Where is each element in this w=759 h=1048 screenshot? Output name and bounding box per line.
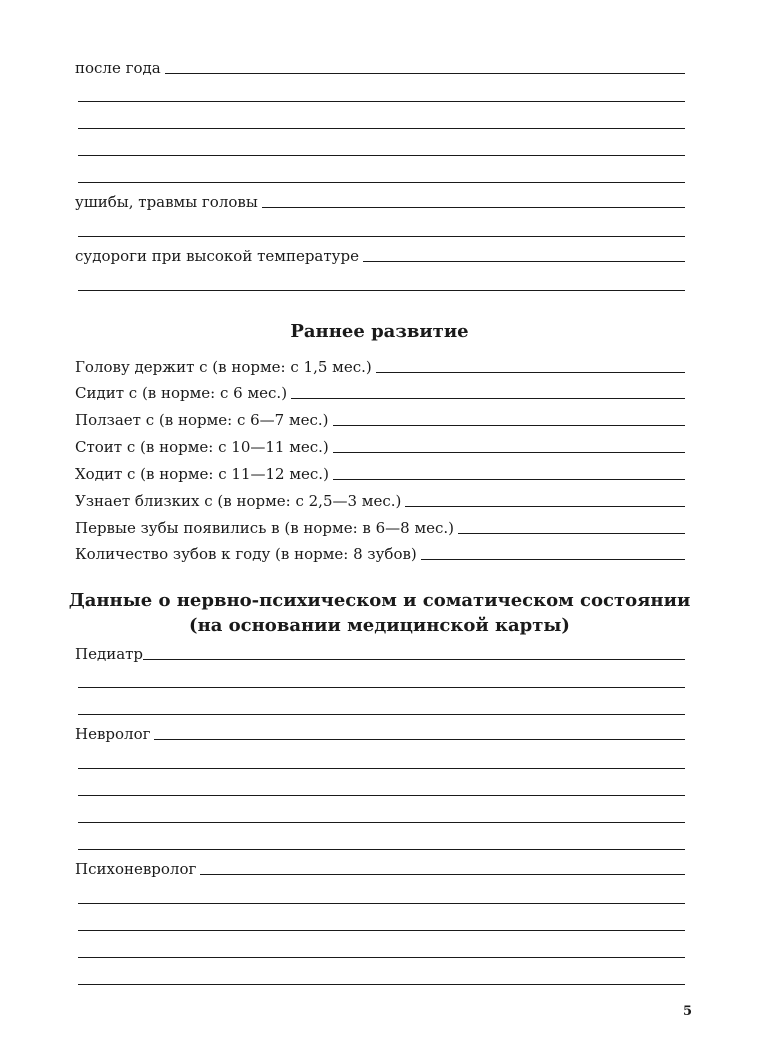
medical-data-heading: Данные о нервно-психическом и соматическом состоянии [68, 590, 691, 611]
dev-label-crawls: Ползает с (в норме: с 6—7 мес.) [75, 411, 329, 429]
pediatrician-field[interactable] [143, 658, 685, 660]
psychoneurologist-row[interactable] [75, 861, 685, 878]
blank-line[interactable] [78, 290, 685, 291]
blank-line[interactable] [78, 849, 685, 850]
dev-field-stands[interactable] [333, 451, 685, 453]
dev-row[interactable] [75, 359, 685, 376]
blank-line[interactable] [78, 822, 685, 823]
dev-row[interactable] [75, 385, 685, 402]
dev-row[interactable] [75, 412, 685, 429]
dev-field-holds-head[interactable] [376, 371, 685, 373]
blank-line[interactable] [78, 930, 685, 931]
medical-data-subheading: (на основании медицинской карты) [189, 615, 570, 636]
after-year-label: после года [75, 59, 161, 77]
blank-line[interactable] [78, 957, 685, 958]
dev-row[interactable] [75, 439, 685, 456]
blank-line[interactable] [78, 128, 685, 129]
head-injuries-field[interactable] [262, 206, 685, 208]
blank-line[interactable] [78, 236, 685, 237]
dev-field-teeth-count[interactable] [421, 558, 685, 560]
blank-line[interactable] [78, 903, 685, 904]
pediatrician-label: Педиатр [75, 645, 144, 663]
neurologist-label: Невролог [75, 725, 151, 743]
dev-label-walks: Ходит с (в норме: с 11—12 мес.) [75, 465, 329, 483]
dev-row[interactable] [75, 520, 685, 537]
head-injuries-row[interactable] [75, 194, 685, 211]
psychoneurologist-label: Психоневролог [75, 860, 197, 878]
after-year-field[interactable] [165, 72, 685, 74]
dev-label-stands: Стоит с (в норме: с 10—11 мес.) [75, 438, 329, 456]
dev-label-teeth-count: Количество зубов к году (в норме: 8 зубов) [75, 545, 417, 563]
dev-field-first-teeth[interactable] [458, 532, 685, 534]
febrile-seizures-field[interactable] [363, 260, 685, 262]
blank-line[interactable] [78, 687, 685, 688]
dev-field-walks[interactable] [333, 478, 685, 480]
dev-row[interactable] [75, 546, 685, 563]
head-injuries-label: ушибы, травмы головы [75, 193, 258, 211]
dev-row[interactable] [75, 466, 685, 483]
page-number: 5 [683, 1004, 693, 1019]
after-year-row[interactable] [75, 60, 685, 77]
neurologist-row[interactable] [75, 726, 685, 743]
blank-line[interactable] [78, 768, 685, 769]
febrile-seizures-row[interactable] [75, 248, 685, 265]
dev-label-sits: Сидит с (в норме: с 6 мес.) [75, 384, 288, 402]
blank-line[interactable] [78, 101, 685, 102]
blank-line[interactable] [78, 795, 685, 796]
neurologist-field[interactable] [154, 738, 685, 740]
blank-line[interactable] [78, 714, 685, 715]
blank-line[interactable] [78, 182, 685, 183]
blank-line[interactable] [78, 984, 685, 985]
pediatrician-row[interactable] [75, 646, 685, 663]
dev-field-recognizes[interactable] [405, 505, 685, 507]
blank-line[interactable] [78, 155, 685, 156]
dev-label-first-teeth: Первые зубы появились в (в норме: в 6—8 мес.) [75, 519, 455, 537]
dev-row[interactable] [75, 493, 685, 510]
psychoneurologist-field[interactable] [200, 873, 685, 875]
dev-label-holds-head: Голову держит с (в норме: с 1,5 мес.) [75, 358, 372, 376]
dev-field-crawls[interactable] [333, 424, 685, 426]
febrile-seizures-label: судороги при высокой температуре [75, 247, 359, 265]
early-development-heading: Раннее развитие [290, 321, 469, 342]
dev-label-recognizes: Узнает близких с (в норме: с 2,5—3 мес.) [75, 492, 402, 510]
dev-field-sits[interactable] [291, 397, 685, 399]
